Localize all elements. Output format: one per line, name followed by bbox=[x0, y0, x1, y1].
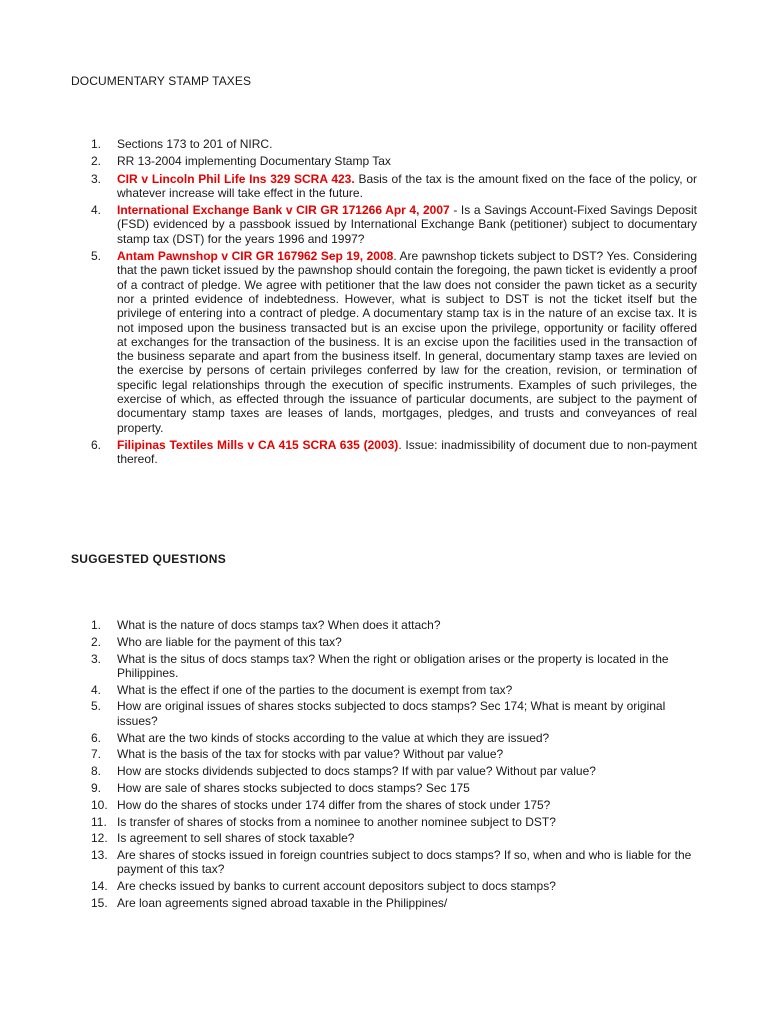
list-item bbox=[71, 172, 697, 201]
list-item bbox=[71, 747, 697, 761]
questions-list bbox=[71, 618, 697, 913]
list-item bbox=[71, 438, 697, 467]
item-text: Are checks issued by banks to current account depositors subject to docs stamps? bbox=[117, 879, 556, 894]
item-text: What are the two kinds of stocks according to the value at which they are issued? bbox=[117, 730, 550, 745]
item-text: How are stocks dividends subjected to docs stamps? If with par value? Without par value? bbox=[117, 764, 596, 779]
item-text: . Are pawnshop tickets subject to DST? Yes. Considering that the pawn ticket issued by the pawnshop should contain the foregoing, the pawn ticket is evidently a proof of a contract of pledge. We agree with petitioner that the law does not consider the pawn ticket as a security nor a printed evidence of indebtedness. However, what is subject to DST is not the ticket itself but the privilege of entering into a contract of pledge. A documentary stamp tax is in the nature of an excise tax. It is not imposed upon the business transacted but is an excise upon the privilege, opportunity or facility offered at exchanges for the transaction of the business. It is an excise upon the facilities used in the transaction of the business separate and apart from the business itself. In general, documentary stamp taxes are levied on the exercise by persons of certain privileges conferred by law for the creation, revision, or termination of specific legal relationships through the execution of specific instruments. Examples of such privileges, the exercise of which, as effected through the issuance of particular documents, are subject to the payment of documentary stamp taxes are leases of lands, mortgages, pledges, and trusts and conveyances of real property. bbox=[117, 249, 698, 435]
case-citation: Antam Pawnshop v CIR GR 167962 Sep 19, 2008 bbox=[117, 249, 394, 264]
list-item bbox=[71, 154, 697, 168]
list-item bbox=[71, 731, 697, 745]
item-text: How do the shares of stocks under 174 differ from the shares of stock under 175? bbox=[117, 797, 551, 812]
cases-list bbox=[71, 137, 697, 470]
item-text: Basis of the tax is the amount fixed on the face of the policy, or whatever increase will take effect in the future. bbox=[117, 171, 698, 200]
item-number: 2. bbox=[91, 154, 102, 169]
item-number: 5. bbox=[91, 249, 102, 264]
item-number: 4. bbox=[91, 682, 102, 697]
list-item bbox=[71, 652, 697, 681]
list-item bbox=[71, 203, 697, 246]
item-number: 5. bbox=[91, 699, 102, 714]
item-number: 2. bbox=[91, 634, 102, 649]
item-text: Is transfer of shares of stocks from a nominee to another nominee subject to DST? bbox=[117, 814, 556, 829]
list-item bbox=[71, 618, 697, 632]
item-text: How are original issues of shares stocks subjected to docs stamps? Sec 174; What is meant by original issues? bbox=[117, 699, 666, 728]
item-text: What is the nature of docs stamps tax? When does it attach? bbox=[117, 618, 441, 632]
item-number: 6. bbox=[91, 437, 102, 452]
list-item bbox=[71, 781, 697, 795]
item-number: 12. bbox=[91, 831, 108, 846]
item-text: Are loan agreements signed abroad taxable in the Philippines/ bbox=[117, 896, 448, 911]
list-item bbox=[71, 798, 697, 812]
list-item bbox=[71, 635, 697, 649]
item-text: Are shares of stocks issued in foreign countries subject to docs stamps? If so, when and who is liable for the payment of this tax? bbox=[117, 848, 692, 877]
case-citation: CIR v Lincoln Phil Life Ins 329 SCRA 423. bbox=[117, 171, 355, 186]
case-citation: Filipinas Textiles Mills v CA 415 SCRA 635 (2003) bbox=[117, 437, 399, 452]
document-title: DOCUMENTARY STAMP TAXES bbox=[71, 74, 252, 88]
item-text: Is agreement to sell shares of stock taxable? bbox=[117, 831, 355, 846]
list-item bbox=[71, 764, 697, 778]
item-number: 3. bbox=[91, 651, 102, 666]
item-number: 15. bbox=[91, 896, 108, 911]
item-text: How are sale of shares stocks subjected to docs stamps? Sec 175 bbox=[117, 780, 470, 795]
list-item bbox=[71, 137, 697, 151]
list-item bbox=[71, 683, 697, 697]
item-number: 11. bbox=[91, 814, 107, 829]
item-text: What is the situs of docs stamps tax? When the right or obligation arises or the property is located in the Philippines. bbox=[117, 651, 669, 680]
case-citation: International Exchange Bank v CIR GR 171266 Apr 4, 2007 bbox=[117, 203, 450, 218]
item-number: 14. bbox=[91, 879, 108, 894]
item-number: 13. bbox=[91, 848, 108, 863]
list-item bbox=[71, 879, 697, 893]
item-number: 6. bbox=[91, 730, 102, 745]
item-text: RR 13-2004 implementing Documentary Stamp Tax bbox=[117, 154, 391, 169]
section-title: SUGGESTED QUESTIONS bbox=[71, 552, 227, 566]
item-number: 9. bbox=[91, 780, 102, 795]
item-number: 7. bbox=[91, 747, 102, 762]
item-number: 1. bbox=[91, 618, 102, 632]
list-item bbox=[71, 699, 697, 728]
item-text: What is the effect if one of the parties to the document is exempt from tax? bbox=[117, 682, 513, 697]
list-item bbox=[71, 815, 697, 829]
item-text: Who are liable for the payment of this tax? bbox=[117, 634, 342, 649]
item-text: What is the basis of the tax for stocks with par value? Without par value? bbox=[117, 747, 504, 762]
item-number: 10. bbox=[91, 797, 108, 812]
item-text: . Issue: inadmissibility of document due to non-payment thereof. bbox=[117, 437, 697, 467]
item-text: - Is a Savings Account-Fixed Savings Deposit (FSD) evidenced by a passbook issued by International Exchange Bank (petitioner) subject to documentary stamp tax (DST) for the years 1996 and 1997? bbox=[117, 203, 697, 246]
item-number: 4. bbox=[91, 203, 102, 218]
list-item bbox=[71, 848, 697, 877]
item-number: 8. bbox=[91, 764, 102, 779]
item-number: 1. bbox=[91, 137, 102, 151]
list-item bbox=[71, 249, 697, 435]
item-number: 3. bbox=[91, 171, 102, 186]
list-item bbox=[71, 831, 697, 845]
item-text: Sections 173 to 201 of NIRC. bbox=[117, 137, 273, 151]
list-item bbox=[71, 896, 697, 910]
